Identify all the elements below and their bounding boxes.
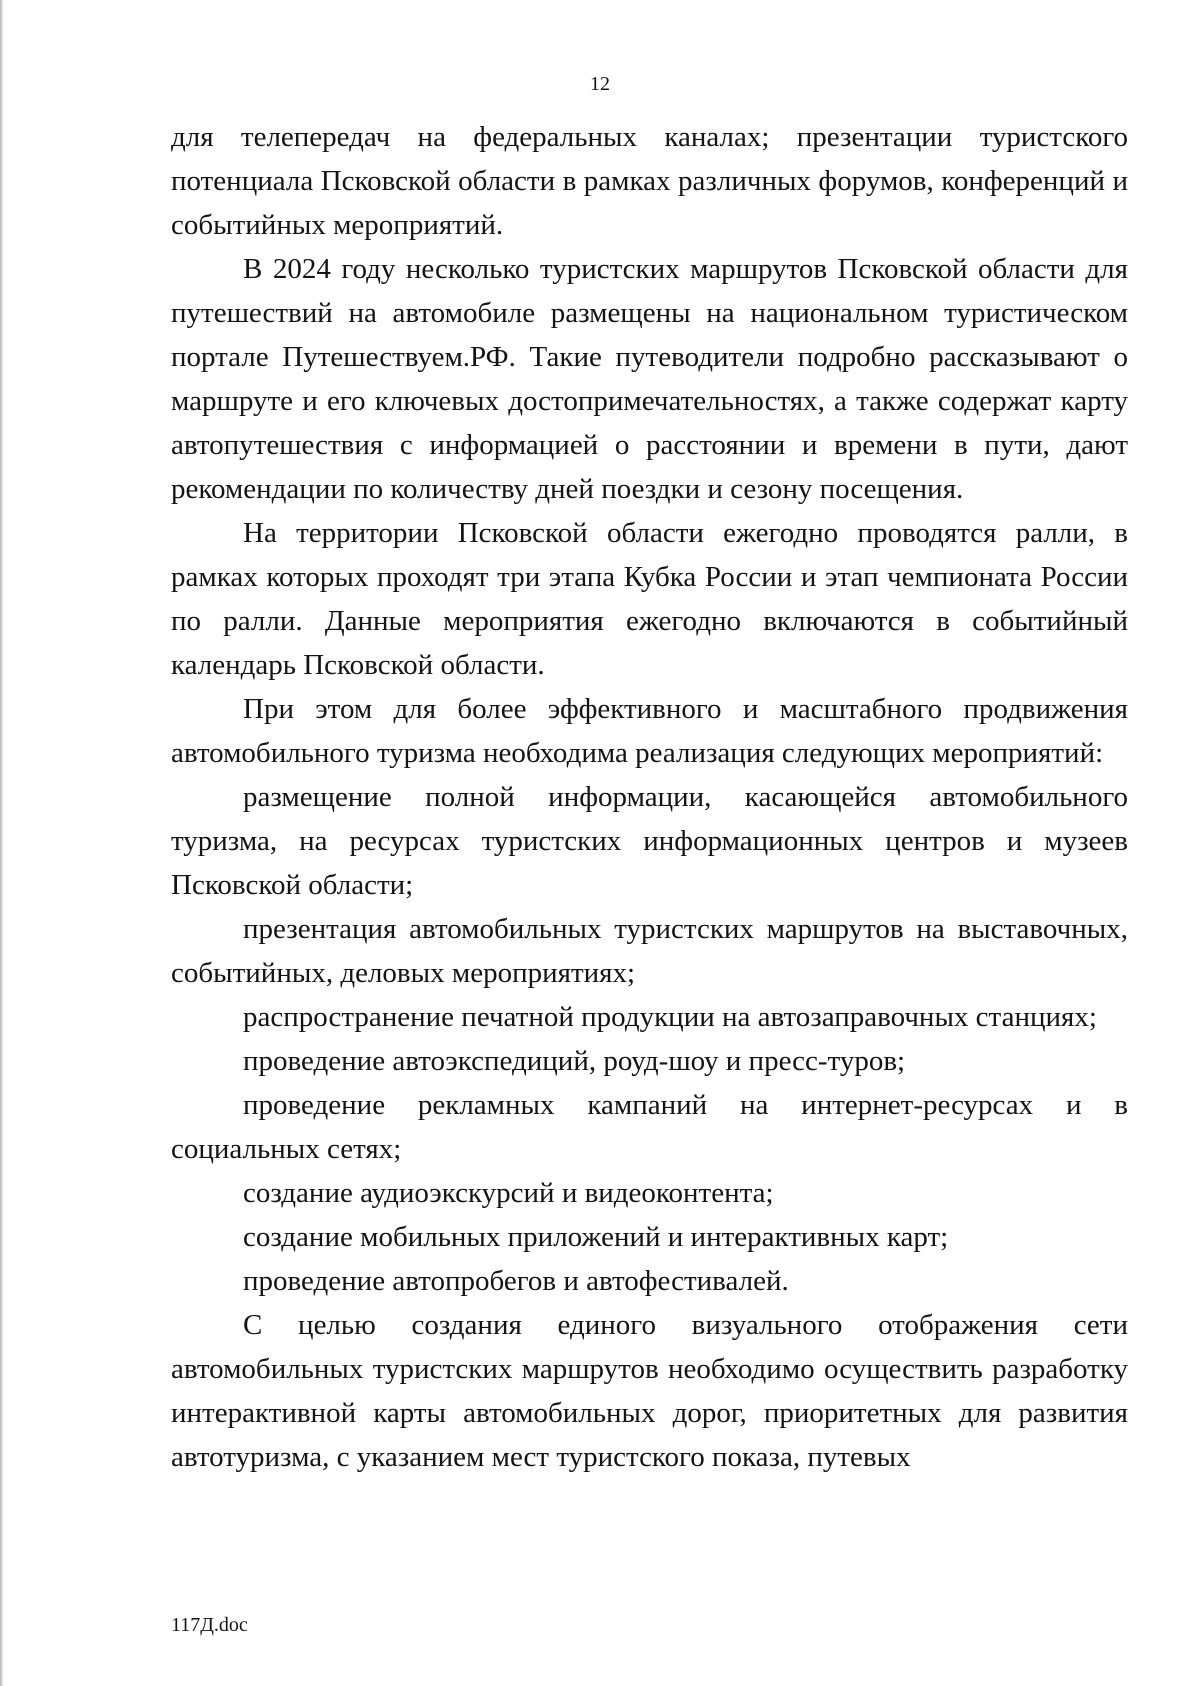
page-edge <box>0 0 3 1686</box>
list-item-audio-tours: создание аудиоэкскурсий и видеоконтента; <box>243 1177 774 1209</box>
paragraph-interactive-map: С целью создания единого визуального отображения сети автомобильных туристских маршрутов необходимо осуществить разработку интерактивной карты автомобильных дорог, приоритетных для развития автотуризма, с указанием мест туристского показа, путевых <box>171 1309 1128 1473</box>
list-item-print-products: распространение печатной продукции на автозаправочных станциях; <box>243 1001 1097 1033</box>
document-footer: 117Д.doc <box>171 1614 248 1636</box>
page-number: 12 <box>590 73 610 95</box>
document-body <box>171 115 1128 1479</box>
list-item-information: размещение полной информации, касающейся автомобильного туризма, на ресурсах туристских информационных центров и музеев Псковской области; <box>171 781 1128 901</box>
list-item-car-rallies: проведение автопробегов и автофестивалей. <box>243 1265 789 1297</box>
list-item-mobile-apps: создание мобильных приложений и интерактивных карт; <box>243 1221 949 1253</box>
list-item-presentation: презентация автомобильных туристских маршрутов на выставочных, событийных, деловых мероприятиях; <box>171 913 1128 989</box>
paragraph-promotion-measures: При этом для более эффективного и масштабного продвижения автомобильного туризма необходима реализация следующих мероприятий: <box>171 693 1128 769</box>
paragraph-continuation: для телепередач на федеральных каналах; презентации туристского потенциала Псковской области в рамках различных форумов, конференций и событийных мероприятий. <box>171 121 1128 241</box>
list-item-ad-campaigns: проведение рекламных кампаний на интернет-ресурсах и в социальных сетях; <box>171 1089 1128 1165</box>
paragraph-2024-routes: В 2024 году несколько туристских маршрутов Псковской области для путешествий на автомобиле размещены на национальном туристическом портале Путешествуем.РФ. Такие путеводители подробно рассказывают о маршруте и его ключевых достопримечательностях, а также содержат карту автопутешествия с информацией о расстоянии и времени в пути, дают рекомендации по количеству дней поездки и сезону посещения. <box>171 253 1128 505</box>
list-item-expeditions: проведение автоэкспедиций, роуд-шоу и пресс-туров; <box>243 1045 906 1077</box>
paragraph-rally: На территории Псковской области ежегодно проводятся ралли, в рамках которых проходят три этапа Кубка России и этап чемпионата России по ралли. Данные мероприятия ежегодно включаются в событийный календарь Псковской области. <box>171 517 1128 681</box>
